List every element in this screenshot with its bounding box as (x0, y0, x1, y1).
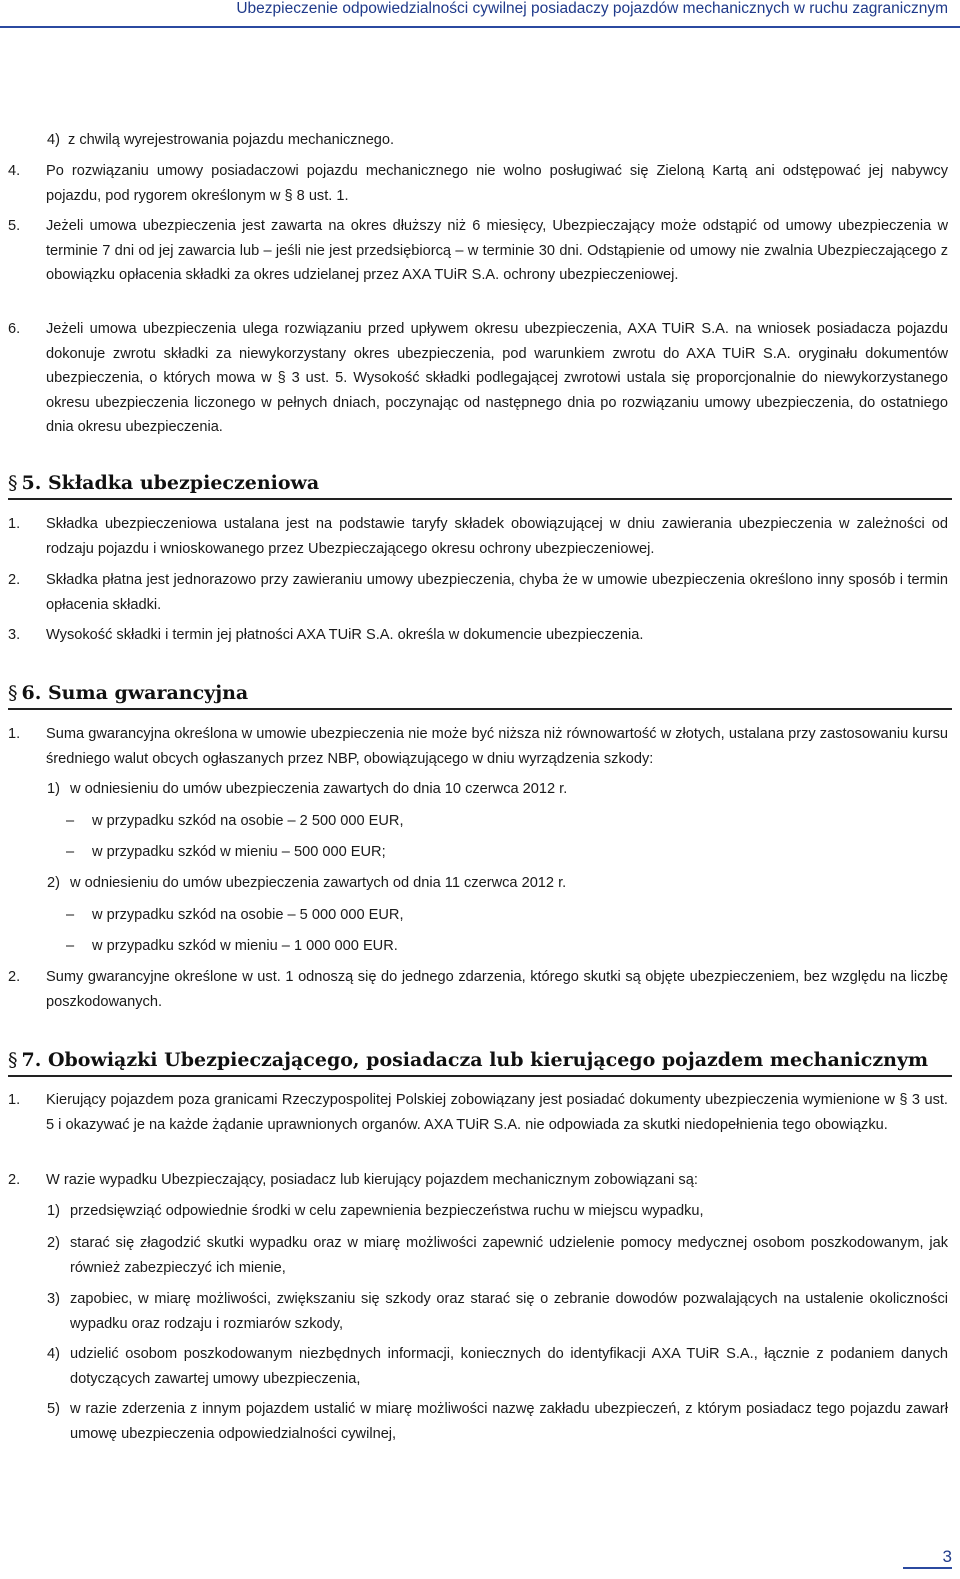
paragraph-number: 5. (8, 218, 21, 234)
list-marker: 1) (47, 1203, 60, 1219)
paragraph-text: Składka płatna jest jednorazowo przy zawieraniu umowy ubezpieczenia, chyba że w umowie ubezpieczenia określono inny sposób i termin opłacenia składki. (46, 572, 948, 613)
section-sign: § (8, 682, 18, 704)
section-heading (8, 680, 952, 710)
paragraph-number: 2. (8, 572, 21, 588)
paragraph-number: 2. (8, 969, 21, 985)
list-marker: 3) (47, 1291, 60, 1307)
paragraph-text: Sumy gwarancyjne określone w ust. 1 odnoszą się do jednego zdarzenia, którego skutki są objęte ubezpieczeniem, bez względu na liczbę poszkodowanych. (46, 969, 948, 1010)
dash-marker: – (66, 813, 75, 829)
paragraph-text: Jeżeli umowa ubezpieczenia ulega rozwiązaniu przed upływem okresu ubezpieczenia, AXA TUiR S.A. na wniosek posiadacza pojazdu dokonuje zwrotu składki za niewykorzystany okres ubezpieczenia, pod warunkiem zwrotu do AXA TUiR S.A. oryginału dokumentów ubezpieczenia, o których mowa w § 3 ust. 5. Wysokość składki podlegającej zwrotowi ustala się proporcjonalnie do niewykorzystanego okresu ubezpieczenia liczonego w pełnych dniach, poczynając od następnego dnia po rozwiązaniu umowy ubezpieczenia, do ostatniego dnia okresu ubezpieczenia. (46, 321, 948, 435)
list-marker: 5) (47, 1401, 60, 1417)
list-item-text: w razie zderzenia z innym pojazdem ustalić w miarę możliwości nazwę zakładu ubezpieczeń, z którym posiadacz tego pojazdu zawarł umowę ubezpieczenia odpowiedzialności cywilnej, (70, 1401, 948, 1442)
dash-marker: – (66, 938, 75, 954)
running-header: Ubezpieczenie odpowiedzialności cywilnej posiadaczy pojazdów mechanicznych w ruchu zagranicznym (236, 0, 948, 17)
paragraph-text: Wysokość składki i termin jej płatności AXA TUiR S.A. określa w dokumencie ubezpieczenia. (46, 627, 644, 643)
page-number: 3 (903, 1547, 952, 1569)
dash-marker: – (66, 907, 75, 923)
list-marker: 2) (47, 1235, 60, 1251)
paragraph-text: Suma gwarancyjna określona w umowie ubezpieczenia nie może być niższa niż równowartość w złotych, ustalana przy zastosowaniu kursu średniego walut obcych ogłaszanych przez NBP, obowiązującego w dniu wyrządzenia szkody: (46, 726, 948, 767)
paragraph-number: 6. (8, 321, 21, 337)
list-item-text: w przypadku szkód w mieniu – 1 000 000 EUR. (92, 938, 398, 954)
list-item-text: zapobiec, w miarę możliwości, zwiększaniu się szkody oraz starać się o zebranie dowodów pozwalających na ustalenie okoliczności wypadku oraz rodzaju i rozmiarów szkody, (70, 1291, 948, 1332)
paragraph-number: 4. (8, 163, 21, 179)
list-marker: 2) (47, 875, 60, 891)
section-title: 6. Suma gwarancyjna (21, 682, 249, 704)
paragraph-number: 1. (8, 516, 21, 532)
list-item-text: w odniesieniu do umów ubezpieczenia zawartych od dnia 11 czerwca 2012 r. (70, 875, 567, 891)
section-title: 7. Obowiązki Ubezpieczającego, posiadacza lub kierującego pojazdem mechanicznym (21, 1049, 929, 1071)
paragraph-text: Kierujący pojazdem poza granicami Rzeczypospolitej Polskiej zobowiązany jest posiadać dokumenty ubezpieczenia wymienione w § 3 ust. 5 i okazywać je na każde żądanie uprawnionych organów. AXA TUiR S.A. nie odpowiada za skutki niedopełnienia tego obowiązku. (46, 1092, 948, 1133)
list-marker: 4) (47, 132, 60, 148)
paragraph-number: 3. (8, 627, 21, 643)
list-marker: 4) (47, 1346, 60, 1362)
paragraph-text: W razie wypadku Ubezpieczający, posiadacz lub kierujący pojazdem mechanicznym zobowiązani są: (46, 1172, 698, 1188)
list-item-text: przedsięwziąć odpowiednie środki w celu zapewnienia bezpieczeństwa ruchu w miejscu wypadku, (70, 1203, 704, 1219)
section-heading (8, 470, 952, 500)
list-item-text: udzielić osobom poszkodowanym niezbędnych informacji, koniecznych do identyfikacji AXA TUiR S.A., łącznie z podaniem danych dotyczących zawartej umowy ubezpieczenia, (70, 1346, 948, 1387)
paragraph-text: Jeżeli umowa ubezpieczenia jest zawarta na okres dłuższy niż 6 miesięcy, Ubezpieczający może odstąpić od umowy ubezpieczenia w terminie 7 dni od jej zawarcia lub – jeśli nie jest przedsiębiorcą – w terminie 30 dni. Odstąpienie od umowy nie zwalnia Ubezpieczającego z obowiązku opłacenia składki za okres udzielanej przez AXA TUiR S.A. ochrony ubezpieczeniowej. (46, 218, 948, 283)
list-item-text: w przypadku szkód na osobie – 2 500 000 EUR, (92, 813, 404, 829)
list-item-text: w przypadku szkód w mieniu – 500 000 EUR; (92, 844, 386, 860)
paragraph-text: Po rozwiązaniu umowy posiadaczowi pojazdu mechanicznego nie wolno posługiwać się Zieloną Kartą ani odstępować jej nabywcy pojazdu, pod rygorem określonym w § 8 ust. 1. (46, 163, 948, 204)
paragraph-number: 1. (8, 1092, 21, 1108)
section-title: 5. Składka ubezpieczeniowa (21, 472, 320, 494)
paragraph-number: 2. (8, 1172, 21, 1188)
list-item-text: w przypadku szkód na osobie – 5 000 000 EUR, (92, 907, 404, 923)
section-sign: § (8, 1049, 18, 1071)
list-item-text: z chwilą wyrejestrowania pojazdu mechanicznego. (68, 132, 395, 148)
paragraph-text: Składka ubezpieczeniowa ustalana jest na podstawie taryfy składek obowiązującej w dniu zawierania ubezpieczenia w zależności od rodzaju pojazdu i wnioskowanego przez Ubezpieczającego okresu ochrony ubezpieczeniowej. (46, 516, 948, 557)
list-item-text: starać się złagodzić skutki wypadku oraz w miarę możliwości zapewnić udzielenie pomocy medycznej osobom poszkodowanym, jak również zabezpieczyć ich mienie, (70, 1235, 948, 1276)
list-marker: 1) (47, 781, 60, 797)
section-sign: § (8, 472, 18, 494)
list-item-text: w odniesieniu do umów ubezpieczenia zawartych do dnia 10 czerwca 2012 r. (70, 781, 568, 797)
paragraph-number: 1. (8, 726, 21, 742)
header-rule (0, 26, 960, 28)
section-heading (8, 1047, 952, 1077)
dash-marker: – (66, 844, 75, 860)
